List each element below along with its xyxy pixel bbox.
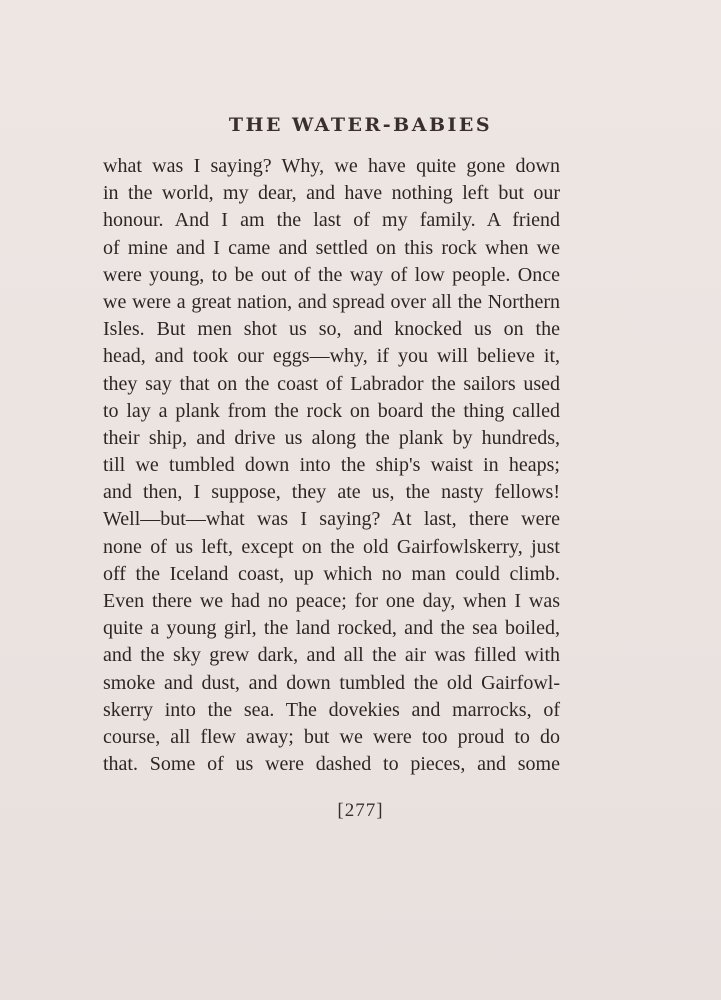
page-number: [277] [337, 800, 384, 821]
text-line: Well—but—what was I saying? At last, there were [103, 508, 560, 531]
text-line: of mine and I came and settled on this rock when we [103, 236, 560, 259]
text-line: none of us left, except on the old Gairfowlskerry, just [103, 535, 560, 558]
text-line: Isles. But men shot us so, and knocked us on the [103, 318, 560, 341]
text-line: quite a young girl, the land rocked, and the sea boiled, [103, 617, 560, 640]
text-line: course, all flew away; but we were too proud to do [103, 725, 560, 748]
text-line: off the Iceland coast, up which no man could climb. [103, 562, 560, 585]
text-line: Even there we had no peace; for one day, when I was [103, 590, 560, 612]
text-line: what was I saying? Why, we have quite gone down [103, 155, 560, 177]
text-line: they say that on the coast of Labrador the sailors used [103, 372, 560, 395]
body-text [103, 153, 560, 778]
text-line: and then, I suppose, they ate us, the nasty fellows! [103, 481, 560, 504]
text-line: in the world, my dear, and have nothing left but our [103, 182, 560, 205]
text-line: their ship, and drive us along the plank by hundreds, [103, 426, 560, 449]
text-line: to lay a plank from the rock on board the thing called [103, 399, 560, 422]
text-line: skerry into the sea. The dovekies and marrocks, of [103, 698, 560, 721]
text-line: we were a great nation, and spread over all the Northern [103, 290, 560, 313]
text-line: head, and took our eggs—why, if you will believe it, [103, 345, 560, 368]
running-head: THE WATER-BABIES [228, 114, 493, 136]
text-line: that. Some of us were dashed to pieces, and some [103, 753, 560, 776]
text-line: smoke and dust, and down tumbled the old Gairfowl- [103, 671, 560, 694]
text-line: till we tumbled down into the ship's waist in heaps; [103, 454, 560, 477]
text-line: and the sky grew dark, and all the air was filled with [103, 644, 560, 667]
text-line: honour. And I am the last of my family. A friend [103, 209, 560, 232]
text-line: were young, to be out of the way of low people. Once [103, 263, 560, 286]
